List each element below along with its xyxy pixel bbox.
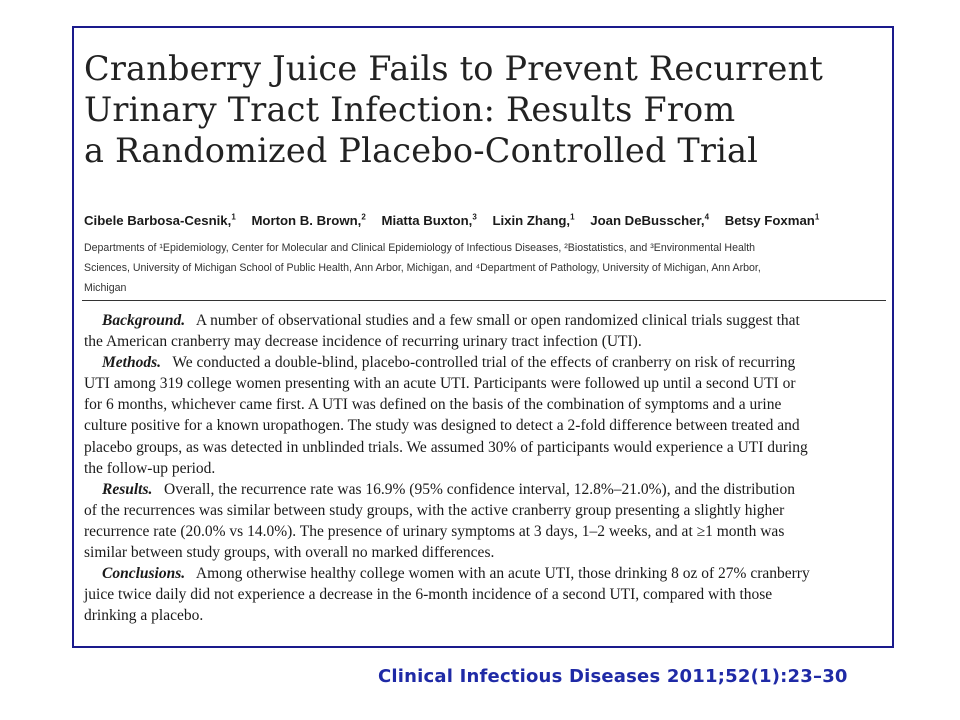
affiliation-line: Michigan (84, 282, 127, 294)
methods-text: culture positive for a known uropathogen. The study was designed to detect a 2-fold difference between treated and (84, 417, 800, 435)
author-name: Lixin Zhang, (492, 213, 571, 228)
conclusions-text: juice twice daily did not experience a decrease in the 6-month incidence of a second UTI, compared with those (84, 586, 773, 604)
author-name: Morton B. Brown, (251, 213, 362, 228)
results-heading: Results. (102, 480, 153, 498)
conclusions-heading: Conclusions. (102, 565, 186, 583)
methods-text: the follow-up period. (84, 459, 216, 477)
author-name: Betsy Foxman (724, 213, 815, 228)
affiliation-marker: 1 (570, 212, 575, 222)
methods-heading: Methods. (102, 354, 161, 372)
affiliation-line: Sciences, University of Michigan School of Public Health, Ann Arbor, Michigan, and ⁴Department of Pathology, University of Michigan, Ann Arbor, (84, 262, 761, 274)
abstract-line (84, 563, 888, 584)
author-list (84, 213, 884, 228)
results-text: similar between study groups, with overall no marked differences. (84, 544, 495, 562)
background-text: the American cranberry may decrease incidence of recurring urinary tract infection (UTI). (84, 333, 642, 351)
affiliation-marker: 1 (814, 212, 820, 222)
methods-text: placebo groups, as was detected in unblinded trials. We assumed 30% of participants would experience a UTI during (84, 438, 808, 456)
affiliation-marker: 2 (361, 212, 366, 222)
affiliation-marker: 3 (472, 212, 477, 222)
conclusions-text: Among otherwise healthy college women with an acute UTI, those drinking 8 oz of 27% cranberry (195, 565, 810, 583)
methods-text: UTI among 319 college women presenting with an acute UTI. Participants were followed up until a second UTI or (84, 375, 796, 393)
methods-text: for 6 months, whichever came first. A UTI was defined on the basis of the combination of symptoms and a urine (84, 396, 782, 414)
results-text: Overall, the recurrence rate was 16.9% (95% confidence interval, 12.8%–21.0%), and the distribution (164, 480, 795, 498)
divider (82, 300, 886, 301)
article-title (84, 48, 874, 171)
methods-text: We conducted a double-blind, placebo-controlled trial of the effects of cranberry on risk of recurring (172, 354, 796, 372)
conclusions-text: drinking a placebo. (84, 607, 204, 625)
affiliations (84, 238, 884, 298)
title-line: Cranberry Juice Fails to Prevent Recurrent (84, 49, 824, 88)
article-frame (72, 26, 894, 648)
title-line: a Randomized Placebo-Controlled Trial (84, 131, 759, 170)
abstract-line (84, 310, 888, 331)
abstract (84, 310, 888, 626)
author-name: Joan DeBusscher, (590, 213, 705, 228)
abstract-line (84, 479, 888, 500)
title-line: Urinary Tract Infection: Results From (84, 90, 736, 129)
background-heading: Background. (102, 312, 186, 329)
background-text: A number of observational studies and a few small or open randomized clinical trials suggest that (195, 312, 800, 329)
affiliation-marker: 4 (704, 212, 710, 222)
affiliation-marker: 1 (231, 212, 236, 222)
journal-citation: Clinical Infectious Diseases 2011;52(1):23–30 (378, 666, 848, 687)
results-text: recurrence rate (20.0% vs 14.0%). The presence of urinary symptoms at 3 days, 1–2 weeks, and at ≥1 month was (84, 522, 785, 540)
author-name: Miatta Buxton, (381, 213, 473, 228)
author-name: Cibele Barbosa-Cesnik, (84, 213, 232, 228)
abstract-line (84, 352, 888, 373)
affiliation-line: Departments of ¹Epidemiology, Center for Molecular and Clinical Epidemiology of Infectious Diseases, ²Biostatistics, and ³Environmental Health (84, 242, 756, 254)
results-text: of the recurrences was similar between study groups, with the active cranberry group presenting a slightly higher (84, 501, 785, 519)
